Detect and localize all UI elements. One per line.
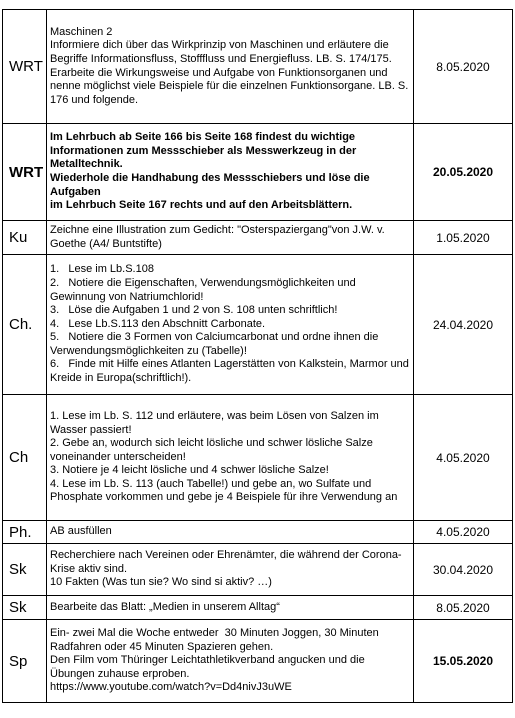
task-line: Ein- zwei Mal die Woche entweder 30 Minuten Joggen, 30 Minuten Radfahren oder 45 Minuten Spazieren gehen. [50, 627, 382, 653]
assignment-table [2, 9, 513, 703]
table-row [3, 221, 513, 255]
task-line: 3. Notiere je 4 leicht lösliche und 4 schwer lösliche Salze! [50, 464, 329, 477]
task-line: Recherchiere nach Vereinen oder Ehrenämter, die während der Corona-Krise aktiv sind. [50, 549, 402, 575]
subject-cell: Ph. [3, 521, 47, 544]
task-line: Den Film vom Thüringer Leichtathletikverband angucken und die Übungen zuhause erproben. [50, 654, 368, 680]
date-cell: 8.05.2020 [414, 596, 513, 620]
task-cell [47, 596, 414, 620]
task-line: 4. Lese Lb.S.113 den Abschnitt Carbonate. [50, 317, 266, 330]
date-cell: 30.04.2020 [414, 544, 513, 596]
task-line: 10 Fakten (Was tun sie? Wo sind si aktiv? …) [50, 576, 272, 589]
subject-cell: WRT [3, 124, 47, 221]
date-cell: 20.05.2020 [414, 124, 513, 221]
task-line: 1. Lese im Lb.S.108 [50, 263, 154, 276]
task-line: Informiere dich über das Wirkprinzip von Maschinen und erläutere die Begriffe Informationsfluss, Stofffluss und Energiefluss. LB. S. 174/175. [50, 39, 392, 65]
date-cell: 24.04.2020 [414, 255, 513, 395]
task-line: Wiederhole die Handhabung des Messschiebers und löse die Aufgaben [50, 172, 373, 198]
task-line: 2. Notiere die Eigenschaften, Verwendungsmöglichkeiten und Gewinnung von Natriumchlorid! [50, 276, 359, 303]
date-cell: 8.05.2020 [414, 10, 513, 124]
table-row [3, 596, 513, 620]
task-line: Im Lehrbuch ab Seite 166 bis Seite 168 findest du wichtige Informationen zum Messschieber als Messwerkzeug in der Metalltechnik. [50, 131, 360, 171]
task-cell [47, 395, 414, 521]
task-line: Maschinen 2 [50, 25, 113, 38]
task-line: 4. Lese im Lb. S. 113 (auch Tabelle!) und gebe an, wo Sulfate und Phosphate vorkommen und gebe je 4 Beispiele für ihre Verwendung an [50, 477, 398, 504]
table-row [3, 255, 513, 395]
date-cell: 4.05.2020 [414, 521, 513, 544]
subject-cell: Sp [3, 620, 47, 703]
task-cell [47, 221, 414, 255]
task-cell [47, 255, 414, 395]
task-line: im Lehrbuch Seite 167 rechts und auf den Arbeitsblättern. [50, 199, 353, 212]
subject-cell: Ku [3, 221, 47, 255]
task-cell [47, 10, 414, 124]
task-cell [47, 544, 414, 596]
subject-cell: Sk [3, 596, 47, 620]
table-row [3, 395, 513, 521]
table-row [3, 124, 513, 221]
table-row [3, 521, 513, 544]
task-cell [47, 521, 414, 544]
subject-cell: Ch [3, 395, 47, 521]
subject-cell: WRT [3, 10, 47, 124]
task-line: 5. Notiere die 3 Formen von Calciumcarbonat und ordne ihnen die Verwendungsmöglichkeiten zu (Tabelle)! [50, 331, 382, 357]
date-cell: 15.05.2020 [414, 620, 513, 703]
task-line: Zeichne eine Illustration zum Gedicht: "Osterspaziergang"von J.W. v. Goethe (A4/ Buntstifte) [50, 223, 388, 250]
task-line: Erarbeite die Wirkungsweise und Aufgabe von Funktionsorganen und nenne möglichst viele Beispiele für die einzelnen Funktionsorgane. LB. S. 176 und folgende. [50, 66, 412, 106]
date-cell: 1.05.2020 [414, 221, 513, 255]
table-row [3, 544, 513, 596]
subject-cell: Ch. [3, 255, 47, 395]
task-cell [47, 124, 414, 221]
task-line: Bearbeite das Blatt: „Medien in unserem Alltag“ [50, 600, 280, 613]
task-line: 3. Löse die Aufgaben 1 und 2 von S. 108 unten schriftlich! [50, 304, 338, 317]
task-line: 1. Lese im Lb. S. 112 und erläutere, was beim Lösen von Salzen im Wasser passiert! [50, 409, 382, 436]
date-cell: 4.05.2020 [414, 395, 513, 521]
task-line: 6. Finde mit Hilfe eines Atlanten Lagerstätten von Kalkstein, Marmor und Kreide in Europa(schriftlich!). [50, 358, 412, 385]
task-cell [47, 620, 414, 703]
table-row [3, 10, 513, 124]
youtube-link[interactable]: https://www.youtube.com/watch?v=Dd4nivJ3uWE [50, 681, 292, 694]
task-line: 2. Gebe an, wodurch sich leicht lösliche und schwer lösliche Salze voneinander unterscheiden! [50, 437, 376, 463]
task-line: AB ausfüllen [50, 525, 112, 538]
subject-cell: Sk [3, 544, 47, 596]
table-row [3, 620, 513, 703]
